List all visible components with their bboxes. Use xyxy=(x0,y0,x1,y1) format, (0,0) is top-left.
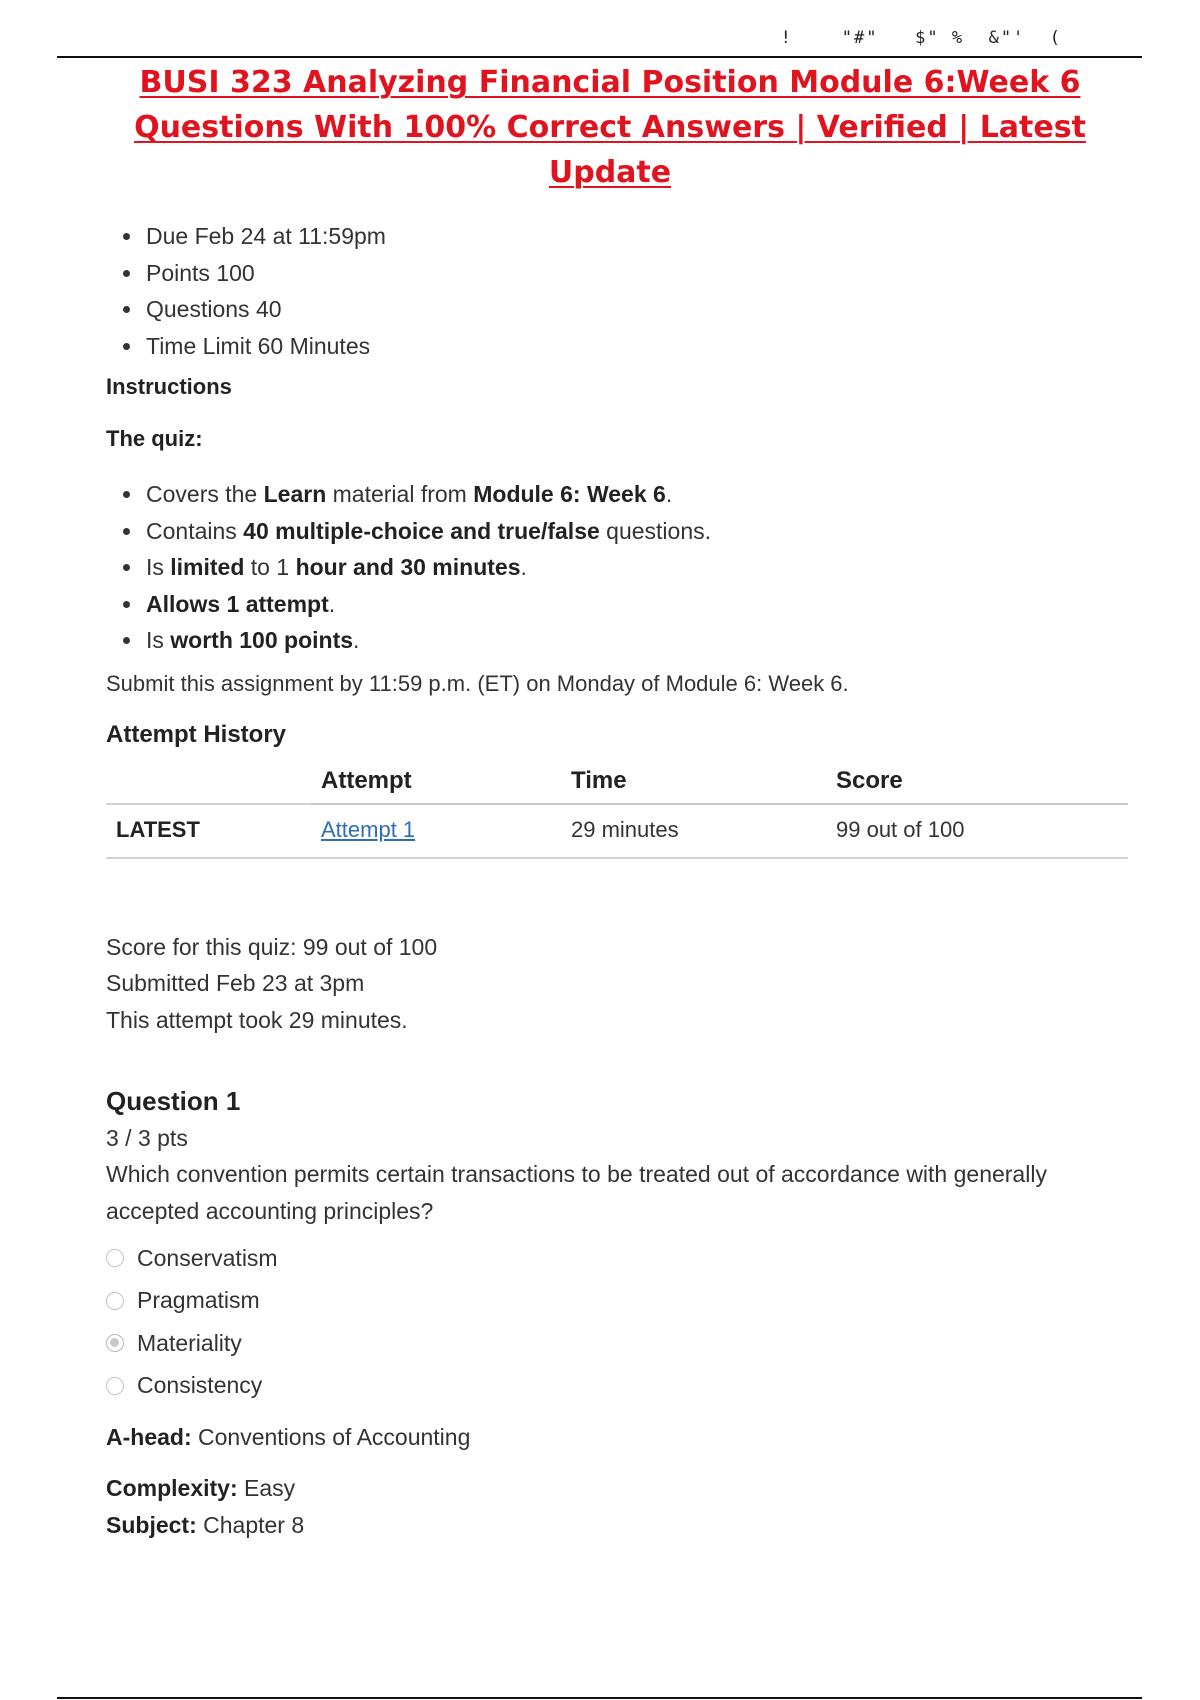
page-footer-rule xyxy=(57,1697,1142,1699)
attempt-history-heading: Attempt History xyxy=(106,720,287,748)
quiz-point xyxy=(144,622,1136,659)
quiz-point-part: Is xyxy=(146,554,171,580)
summary-score: Score for this quiz: 99 out of 100 xyxy=(106,933,438,960)
tag-complexity-label: Complexity: xyxy=(106,1475,238,1501)
tag-ahead xyxy=(106,1419,1136,1456)
quiz-point-part: . xyxy=(665,481,673,507)
quiz-point xyxy=(144,513,1136,550)
attempt-cell xyxy=(311,804,561,858)
meta-time-limit: • Time Limit 60 Minutes xyxy=(144,328,1136,365)
tag-subject-value: Chapter 8 xyxy=(203,1512,305,1538)
question-text: Which convention permits certain transactions to be treated out of accordance with generally accepted accounting principles? xyxy=(106,1161,1047,1224)
latest-label: LATEST xyxy=(106,804,311,858)
attempt-summary xyxy=(106,929,1136,1039)
quiz-point-part: worth 100 points xyxy=(170,627,354,653)
quiz-point xyxy=(144,586,1136,623)
radio-button-selected[interactable] xyxy=(106,1334,124,1352)
quiz-point-part: to 1 xyxy=(244,554,296,580)
quiz-point-part: 40 multiple-choice and true/false xyxy=(243,517,600,544)
quiz-point xyxy=(144,549,1136,586)
tag-complexity-value: Easy xyxy=(244,1475,296,1501)
page-header xyxy=(57,22,1142,58)
quiz-points-list xyxy=(106,476,1136,659)
tag-ahead-value: Conventions of Accounting xyxy=(198,1424,471,1450)
attempt-table-header xyxy=(106,761,1128,804)
summary-submitted: Submitted Feb 23 at 3pm xyxy=(106,970,365,996)
quiz-meta-list xyxy=(106,218,1136,364)
quiz-point-part: Contains xyxy=(146,517,244,544)
tag-subject xyxy=(106,1507,1136,1544)
time-cell: 29 minutes xyxy=(561,804,826,858)
answer-option-materiality[interactable] xyxy=(106,1322,1136,1365)
answer-option-conservatism[interactable] xyxy=(106,1237,1136,1280)
attempt-1-link[interactable]: Attempt 1 xyxy=(321,816,416,842)
column-header-time: Time xyxy=(561,761,826,804)
summary-duration: This attempt took 29 minutes. xyxy=(106,1006,408,1033)
question-tags xyxy=(106,1419,1136,1544)
quiz-point-part: . xyxy=(328,590,336,617)
option-label: Materiality xyxy=(137,1329,242,1356)
instructions-heading: Instructions xyxy=(106,374,232,399)
quiz-point-part: Is xyxy=(146,627,171,653)
radio-button[interactable] xyxy=(106,1377,124,1395)
quiz-point-part: questions. xyxy=(599,517,712,544)
radio-button[interactable] xyxy=(106,1292,124,1310)
quiz-point-part: Learn xyxy=(263,481,327,507)
option-label: Consistency xyxy=(137,1372,263,1399)
answer-option-consistency[interactable] xyxy=(106,1365,1136,1408)
quiz-point-part: Allows 1 attempt xyxy=(146,590,329,617)
tag-complexity xyxy=(106,1470,1136,1507)
document-title xyxy=(70,60,1150,195)
answer-option-pragmatism[interactable] xyxy=(106,1280,1136,1323)
quiz-point xyxy=(144,476,1136,513)
attempt-history-table xyxy=(106,761,1128,859)
question-points: 3 / 3 pts xyxy=(106,1125,188,1151)
quiz-point-part: hour and 30 minutes xyxy=(295,554,521,580)
quiz-point-part: limited xyxy=(170,554,245,580)
tag-subject-label: Subject: xyxy=(106,1512,197,1538)
quiz-point-part: Module 6: Week 6 xyxy=(473,481,666,507)
document-title-text: BUSI 323 Analyzing Financial Position Module 6:Week 6 Questions With 100% Correct Answers | Verified | Latest Update xyxy=(134,65,1086,190)
table-row xyxy=(106,804,1128,858)
quiz-point-part: Covers the xyxy=(146,481,264,507)
option-label: Conservatism xyxy=(137,1244,278,1271)
option-label: Pragmatism xyxy=(137,1287,260,1314)
answer-options xyxy=(106,1237,1136,1407)
meta-questions: • Questions 40 xyxy=(144,291,1136,328)
radio-button[interactable] xyxy=(106,1249,124,1267)
quiz-point-part: . xyxy=(520,554,527,580)
meta-points: • Points 100 xyxy=(144,255,1136,292)
meta-due: • Due Feb 24 at 11:59pm xyxy=(144,218,1136,255)
column-header-score: Score xyxy=(826,761,1128,804)
quiz-point-part: material from xyxy=(326,481,474,507)
tag-ahead-label: A-head: xyxy=(106,1424,192,1450)
column-header-attempt: Attempt xyxy=(311,761,561,804)
submit-note: Submit this assignment by 11:59 p.m. (ET) on Monday of Module 6: Week 6. xyxy=(106,670,849,696)
header-glyphs: ! "#" $" % &"' ( xyxy=(780,28,1062,48)
column-header-blank xyxy=(106,761,311,804)
question-title: Question 1 xyxy=(106,1086,241,1116)
quiz-content xyxy=(106,218,1136,1544)
quiz-heading: The quiz: xyxy=(106,426,203,451)
score-cell: 99 out of 100 xyxy=(826,804,1128,858)
quiz-point-part: . xyxy=(353,627,360,653)
